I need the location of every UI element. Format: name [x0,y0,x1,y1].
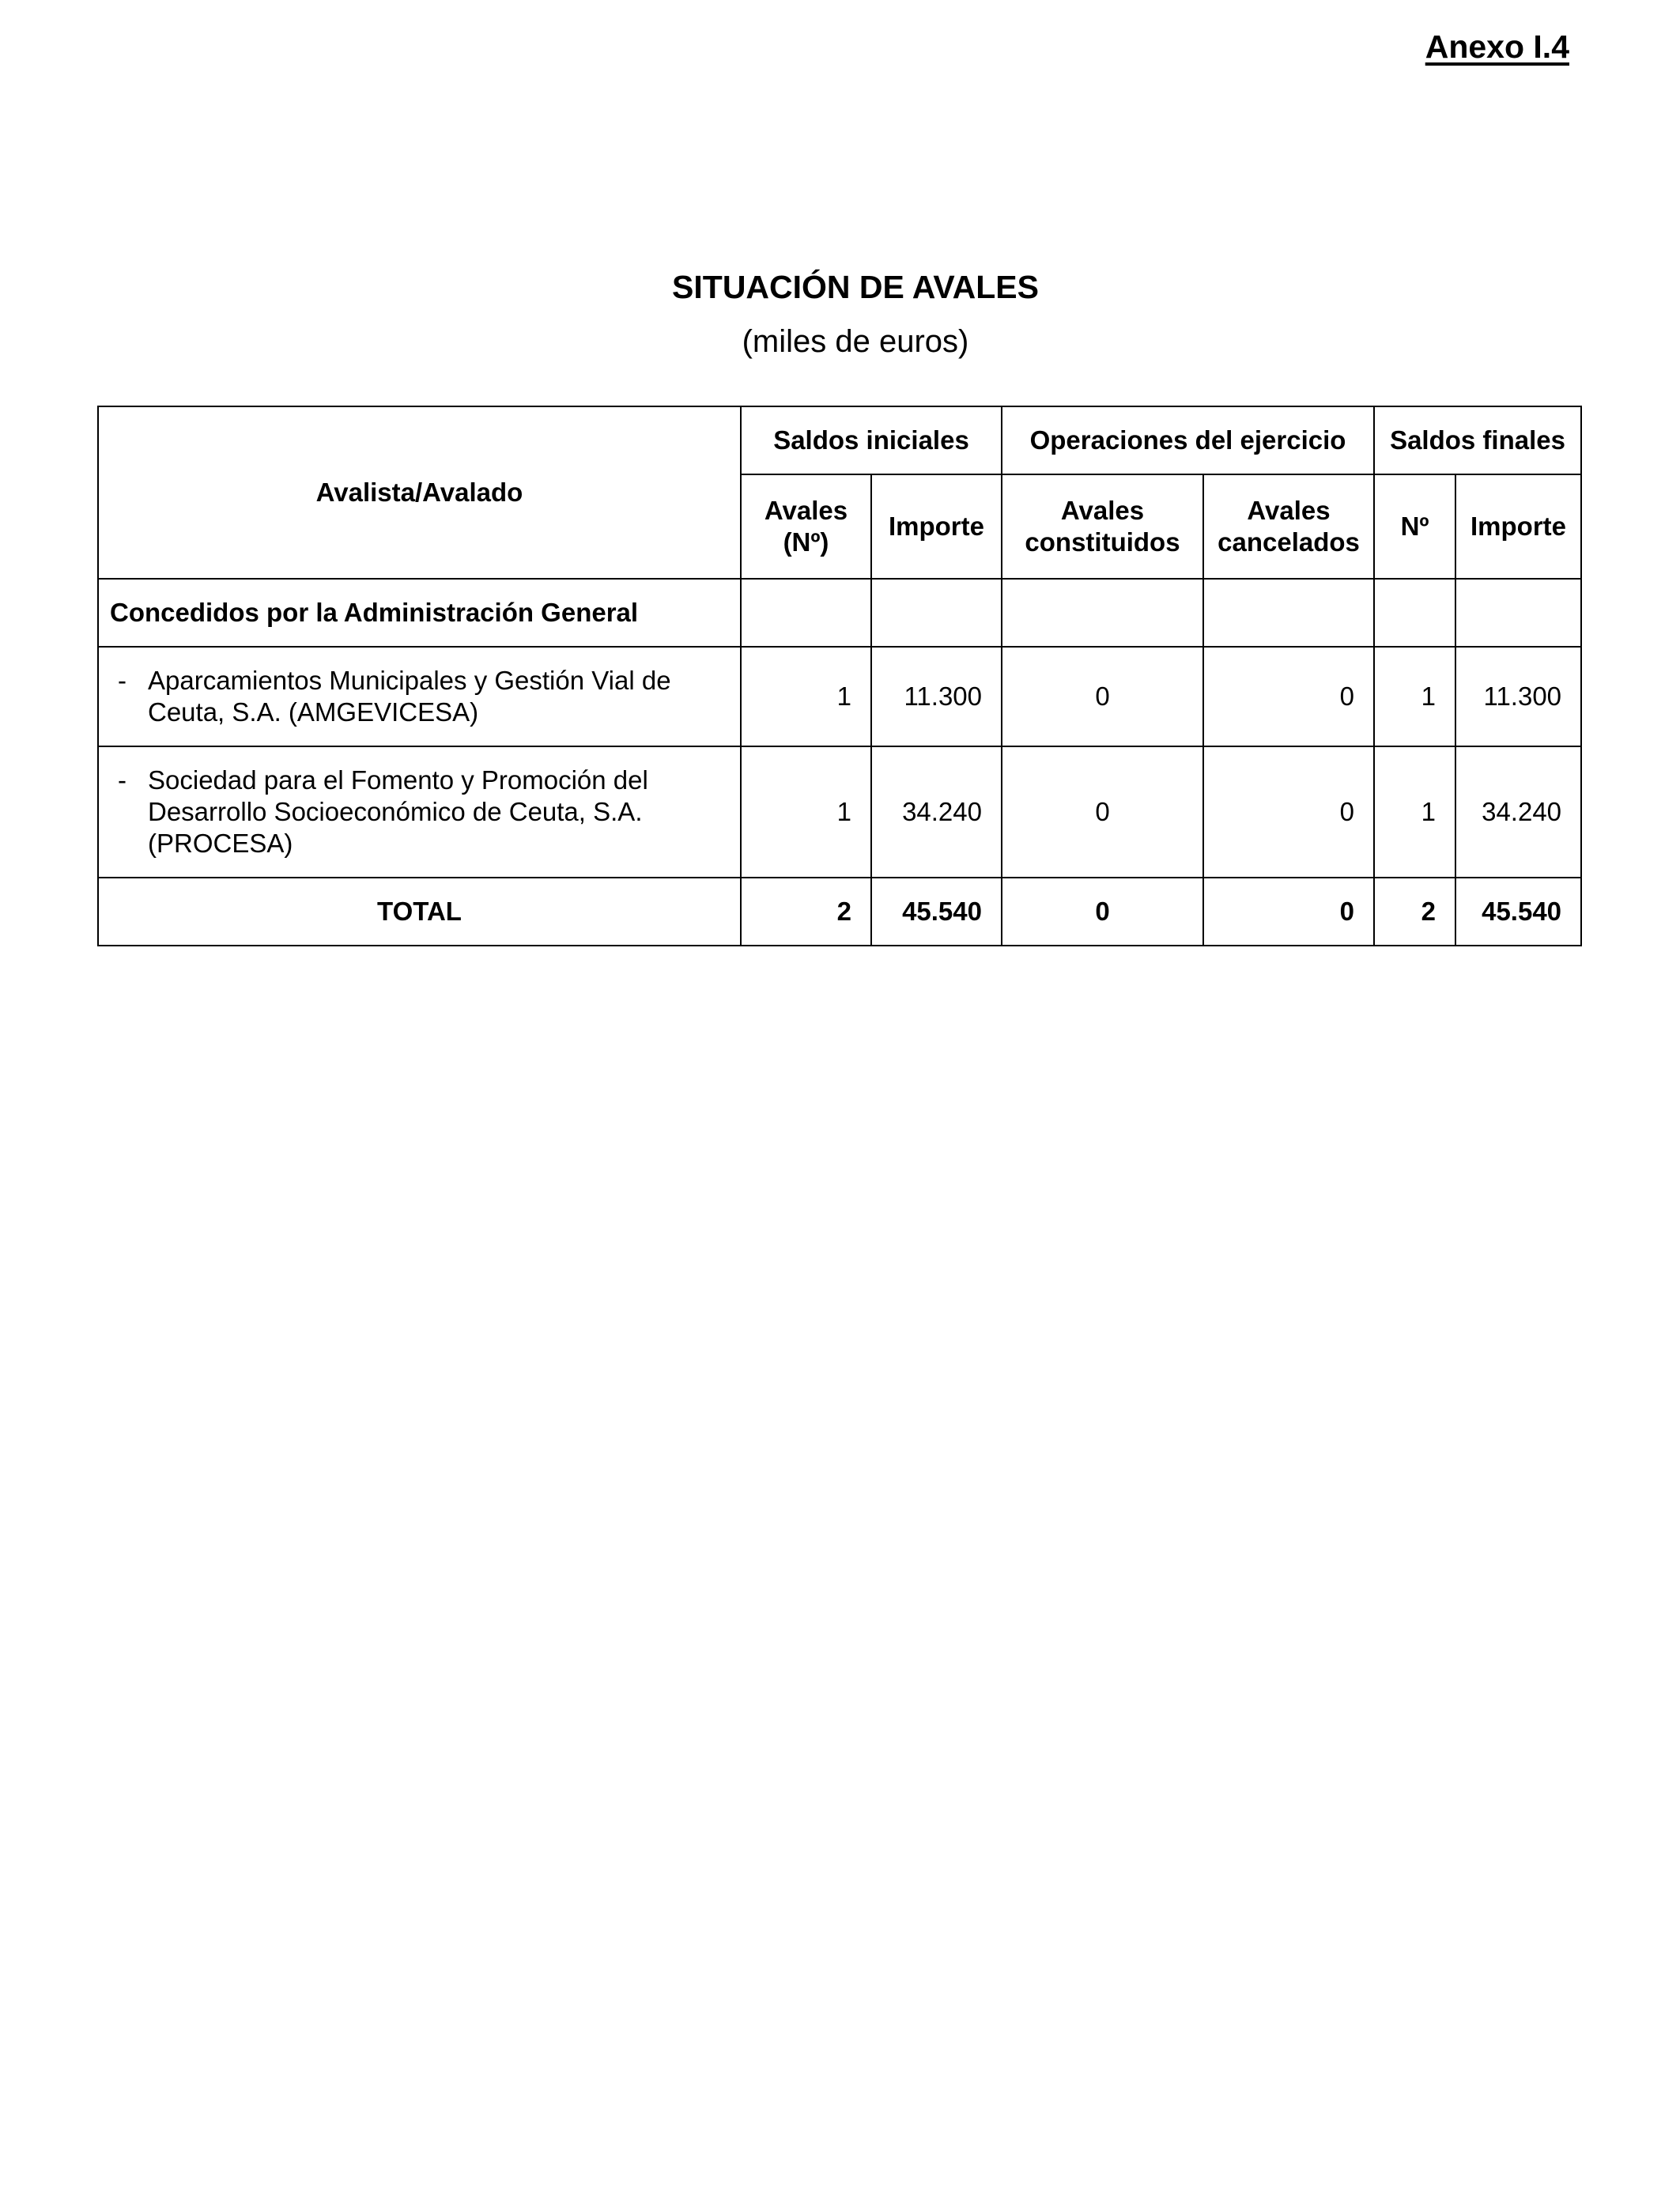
empty-cell [1203,579,1374,647]
cancelled-cell: 0 [1203,746,1374,878]
cancelled-cell: 0 [1203,647,1374,746]
total-constituted: 0 [1002,878,1203,946]
constituted-cell: 0 [1002,746,1203,878]
final-amount-cell: 34.240 [1455,746,1581,878]
final-count-cell: 1 [1374,647,1455,746]
empty-cell [1374,579,1455,647]
constituted-cell: 0 [1002,647,1203,746]
table-row [98,647,1581,746]
total-label: TOTAL [98,878,741,946]
initial-count-cell: 1 [741,746,871,878]
total-cancelled: 0 [1203,878,1374,946]
header-entity: Avalista/Avalado [98,406,741,579]
total-final-count: 2 [1374,878,1455,946]
empty-cell [1002,579,1203,647]
section-label: Concedidos por la Administración General [98,579,741,647]
entity-name: Aparcamientos Municipales y Gestión Vial de Ceuta, S.A. (AMGEVICESA) [148,666,671,727]
guarantees-table [97,406,1582,946]
header-final-balances: Saldos finales [1374,406,1581,474]
empty-cell [871,579,1002,647]
header-initial-balances: Saldos iniciales [741,406,1002,474]
empty-cell [741,579,871,647]
list-dash: - [118,765,126,795]
final-count-cell: 1 [1374,746,1455,878]
table-row [98,746,1581,878]
entity-cell [98,647,741,746]
initial-amount-cell: 11.300 [871,647,1002,746]
annex-label: Anexo I.4 [1425,28,1569,65]
total-initial-count: 2 [741,878,871,946]
header-operations: Operaciones del ejercicio [1002,406,1374,474]
initial-amount-cell: 34.240 [871,746,1002,878]
list-dash: - [118,666,126,695]
header-final-count: Nº [1374,474,1455,579]
header-initial-amount: Importe [871,474,1002,579]
page-title: SITUACIÓN DE AVALES [672,269,1039,305]
header-cancelled: Avales cancelados [1203,474,1374,579]
total-final-amount: 45.540 [1455,878,1581,946]
page-subtitle: (miles de euros) [742,324,969,359]
final-amount-cell: 11.300 [1455,647,1581,746]
section-row [98,579,1581,647]
header-final-amount: Importe [1455,474,1581,579]
header-initial-count: Avales (Nº) [741,474,871,579]
header-row-groups [98,406,1581,474]
total-row [98,878,1581,946]
entity-name: Sociedad para el Fomento y Promoción del Desarrollo Socioeconómico de Ceuta, S.A. (PROCESA) [148,765,648,858]
header-constituted: Avales constituidos [1002,474,1203,579]
empty-cell [1455,579,1581,647]
total-initial-amount: 45.540 [871,878,1002,946]
initial-count-cell: 1 [741,647,871,746]
entity-cell [98,746,741,878]
